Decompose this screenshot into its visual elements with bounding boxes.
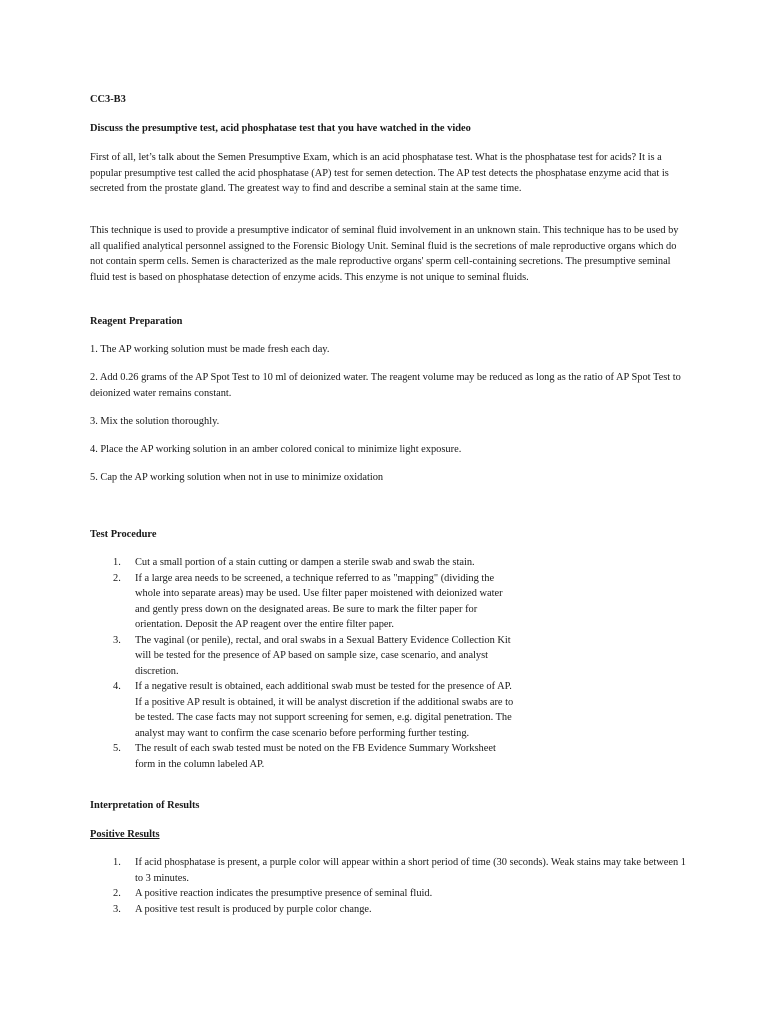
list-item-number: 4. [113, 681, 121, 692]
list-item [90, 633, 515, 680]
reagent-step: 2. Add 0.26 grams of the AP Spot Test to 10 ml of deionized water. The reagent volume may be reduced as long as the ratio of AP Spot Test to deionized water remains constant. [90, 372, 681, 399]
list-item-text: A positive reaction indicates the presumptive presence of seminal fluid. [135, 888, 433, 899]
list-item [90, 679, 515, 741]
list-item-number: 3. [113, 903, 121, 915]
reagent-step: 5. Cap the AP working solution when not in use to minimize oxidation [90, 472, 384, 483]
list-item-number: 1. [113, 857, 121, 868]
reagent-heading: Reagent Preparation [90, 316, 183, 327]
list-item-number: 2. [113, 888, 121, 899]
positive-results-heading: Positive Results [90, 829, 160, 840]
list-item-number: 5. [113, 743, 121, 754]
list-item-text: If acid phosphatase is present, a purple color will appear within a short period of time (30 seconds). Weak stains may take between 1 to 3 minutes. [135, 857, 686, 884]
list-item-text: The vaginal (or penile), rectal, and oral swabs in a Sexual Battery Evidence Collection Kit will be tested for the presence of AP based on sample size, case scenario, and analyst discretion. [135, 634, 511, 677]
document-prompt: Discuss the presumptive test, acid phosphatase test that you have watched in the video [90, 123, 471, 134]
reagent-step: 1. The AP working solution must be made fresh each day. [90, 344, 330, 355]
document-code: CC3-B3 [90, 94, 126, 105]
list-item-text: The result of each swab tested must be noted on the FB Evidence Summary Worksheet form in the column labeled AP. [135, 743, 496, 770]
list-item-number: 1. [113, 557, 121, 568]
list-item-text: Cut a small portion of a stain cutting or dampen a sterile swab and swab the stain. [135, 557, 475, 568]
list-item-text: A positive test result is produced by purple color change. [135, 903, 372, 915]
reagent-step: 3. Mix the solution thoroughly. [90, 416, 220, 427]
interpretation-heading: Interpretation of Results [90, 800, 200, 811]
list-item-text: If a large area needs to be screened, a technique referred to as "mapping" (dividing the whole into separate areas) may be used. Use filter paper moistened with deionized water and gently press down on the designated areas. Be sure to mark the filter paper for orientation. Deposit the AP reagent over the entire filter paper. [135, 572, 503, 630]
list-item [90, 886, 695, 902]
list-item [90, 555, 515, 571]
intro-paragraph-2: This technique is used to provide a presumptive indicator of seminal fluid involvement in an unknown stain. This technique has to be used by all qualified analytical personnel assigned to the Forensic Biology Unit. Seminal fluid is the secretions of male reproductive organs which do not contain sperm cells. Semen is characterized as the male reproductive organs' sperm cell-containing secretions. The presumptive seminal fluid test is based on phosphatase detection of enzyme acids. This enzyme is not unique to seminal fluids. [90, 225, 679, 283]
list-item [90, 571, 515, 633]
list-item-number: 3. [113, 634, 121, 646]
reagent-step: 4. Place the AP working solution in an amber colored conical to minimize light exposure. [90, 444, 462, 455]
positive-results-list [90, 855, 695, 917]
intro-paragraph-1: First of all, let’s talk about the Semen Presumptive Exam, which is an acid phosphatase test. What is the phosphatase test for acids? It is a popular presumptive test called the acid phosphatase (AP) test for semen detection. The AP test detects the phosphatase enzyme acid that is secreted from the prostate gland. The greatest way to find and describe a seminal stain at the same time. [90, 152, 669, 194]
procedure-heading: Test Procedure [90, 529, 157, 540]
list-item-number: 2. [113, 572, 121, 584]
list-item-text: If a negative result is obtained, each additional swab must be tested for the presence of AP. If a positive AP result is obtained, it will be analyst discretion if the additional swabs are to be tested. The case facts may not support screening for semen, e.g. digital penetration. The analyst may want to confirm the case scenario before performing further testing. [135, 681, 514, 739]
list-item [90, 741, 515, 772]
list-item [90, 902, 695, 918]
list-item [90, 855, 695, 886]
procedure-list [90, 555, 515, 772]
